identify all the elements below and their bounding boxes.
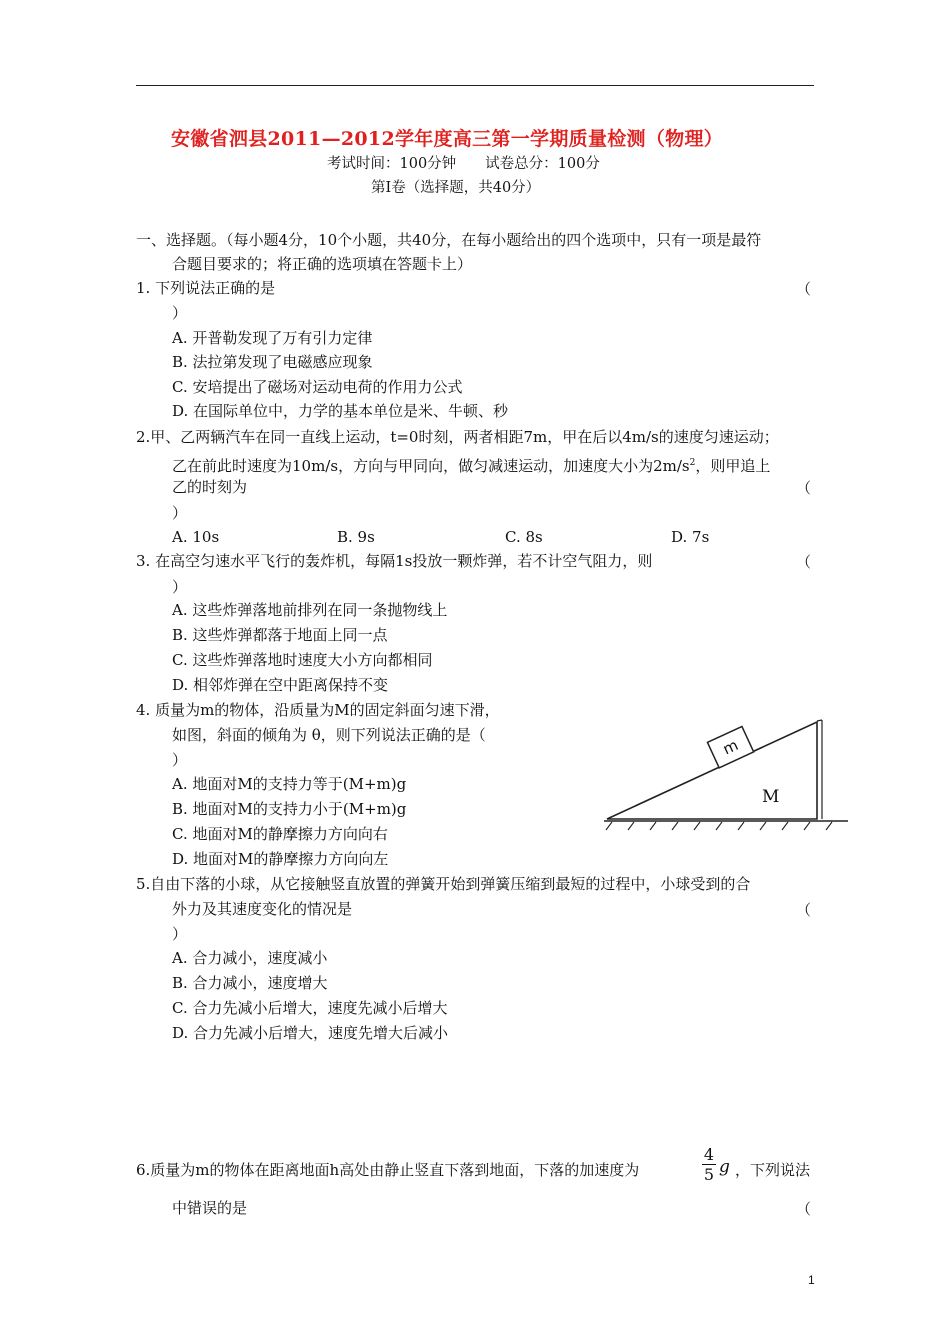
ground-hatching bbox=[606, 822, 832, 830]
top-rule bbox=[136, 85, 814, 86]
block-label: m bbox=[720, 735, 741, 759]
q1-option-c: C. 安培提出了磁场对运动电荷的作用力公式 bbox=[172, 378, 463, 396]
answer-paren-open: （ bbox=[796, 553, 812, 571]
q2-option-c: C. 8s bbox=[505, 528, 543, 546]
incline-label: M bbox=[762, 787, 780, 807]
q2-option-b: B. 9s bbox=[337, 528, 375, 546]
question-1-stem: 1. 下列说法正确的是 bbox=[136, 279, 276, 297]
section-heading-cont: 合题目要求的；将正确的选项填在答题卡上） bbox=[172, 255, 473, 273]
q3-option-c: C. 这些炸弹落地时速度大小方向都相同 bbox=[172, 651, 433, 669]
question-6-line1-text: 6.质量为m的物体在距离地面h高处由静止竖直下落到地面，下落的加速度为 bbox=[136, 1161, 640, 1179]
page-number: 1 bbox=[808, 1273, 815, 1287]
answer-paren-open: （ bbox=[796, 479, 812, 497]
q1-option-d: D. 在国际单位中，力学的基本单位是米、牛顿、秒 bbox=[172, 402, 509, 420]
volume-heading: 第Ⅰ卷（选择题，共40分） bbox=[371, 180, 541, 196]
question-3-stem: 3. 在高空匀速水平飞行的轰炸机，每隔1s投放一颗炸弹，若不计空气阻力，则 bbox=[136, 552, 653, 570]
question-6-line2: 中错误的是 bbox=[172, 1199, 248, 1217]
q4-option-c: C. 地面对M的静摩擦力方向向右 bbox=[172, 825, 388, 843]
question-6-line1-end: ，下列说法 bbox=[735, 1161, 811, 1179]
incline-figure bbox=[598, 712, 854, 842]
q4-option-d: D. 地面对M的静摩擦力方向向左 bbox=[172, 850, 389, 868]
q2-superscript: 2 bbox=[689, 458, 696, 468]
q3-option-a: A. 这些炸弹落地前排列在同一条抛物线上 bbox=[172, 601, 448, 619]
answer-paren-open: （ bbox=[796, 1200, 812, 1218]
fraction-numerator: 4 bbox=[703, 1145, 715, 1164]
q1-option-a: A. 开普勒发现了万有引力定律 bbox=[172, 329, 373, 347]
q5-option-d: D. 合力先减小后增大，速度先增大后减小 bbox=[172, 1024, 449, 1042]
question-5-line1: 5.自由下落的小球，从它接触竖直放置的弹簧开始到弹簧压缩到最短的过程中，小球受到的合 bbox=[136, 875, 751, 893]
incline-top-cap bbox=[817, 720, 822, 721]
answer-paren-close: ） bbox=[172, 578, 188, 596]
q4-option-a: A. 地面对M的支持力等于(M+m)g bbox=[172, 775, 407, 793]
answer-paren-close: ） bbox=[172, 925, 188, 943]
incline-body bbox=[607, 722, 817, 819]
question-2-line1: 2.甲、乙两辆汽车在同一直线上运动，t=0时刻，两者相距7m，甲在后以4m/s的速度匀速运动； bbox=[136, 428, 779, 446]
answer-paren-open: （ bbox=[796, 901, 812, 919]
q1-option-b: B. 法拉第发现了电磁感应现象 bbox=[172, 353, 373, 371]
q2-line2-text: 乙在前此时速度为10m/s，方向与甲同向，做匀减速运动，加速度大小为2m/s bbox=[172, 457, 690, 475]
q2-line2-end: ，则甲追上 bbox=[695, 457, 771, 475]
page-title: 安徽省泗县2011—2012学年度高三第一学期质量检测（物理） bbox=[171, 128, 724, 150]
q4-option-b: B. 地面对M的支持力小于(M+m)g bbox=[172, 800, 407, 818]
q5-option-a: A. 合力减小，速度减小 bbox=[172, 949, 328, 967]
question-5-line2: 外力及其速度变化的情况是 bbox=[172, 900, 353, 918]
q5-option-c: C. 合力先减小后增大，速度先减小后增大 bbox=[172, 999, 448, 1017]
answer-paren-close: ） bbox=[172, 504, 188, 522]
fraction-4-5 bbox=[702, 1146, 716, 1183]
exam-info: 考试时间：100分钟 试卷总分：100分 bbox=[327, 156, 600, 172]
q5-option-b: B. 合力减小，速度增大 bbox=[172, 974, 328, 992]
fraction-denominator: 5 bbox=[703, 1165, 715, 1184]
question-4-line1: 4. 质量为m的物体，沿质量为M的固定斜面匀速下滑， bbox=[136, 701, 500, 719]
question-4-line2: 如图，斜面的倾角为 θ，则下列说法正确的是（ bbox=[172, 726, 486, 744]
gravity-symbol: g bbox=[719, 1157, 730, 1177]
question-2-line2 bbox=[172, 453, 770, 476]
answer-paren-close: ） bbox=[172, 304, 188, 322]
question-2-line3: 乙的时刻为 bbox=[172, 478, 248, 496]
q2-option-a: A. 10s bbox=[172, 528, 220, 546]
section-heading: 一、选择题。（每小题4分，10个小题，共40分，在每小题给出的四个选项中，只有一项是最符 bbox=[136, 231, 762, 249]
answer-paren-close: ） bbox=[172, 751, 188, 769]
answer-paren-open: （ bbox=[796, 280, 812, 298]
q2-option-d: D. 7s bbox=[671, 528, 710, 546]
block-m bbox=[707, 726, 753, 767]
q3-option-d: D. 相邻炸弹在空中距离保持不变 bbox=[172, 676, 389, 694]
q3-option-b: B. 这些炸弹都落于地面上同一点 bbox=[172, 626, 388, 644]
